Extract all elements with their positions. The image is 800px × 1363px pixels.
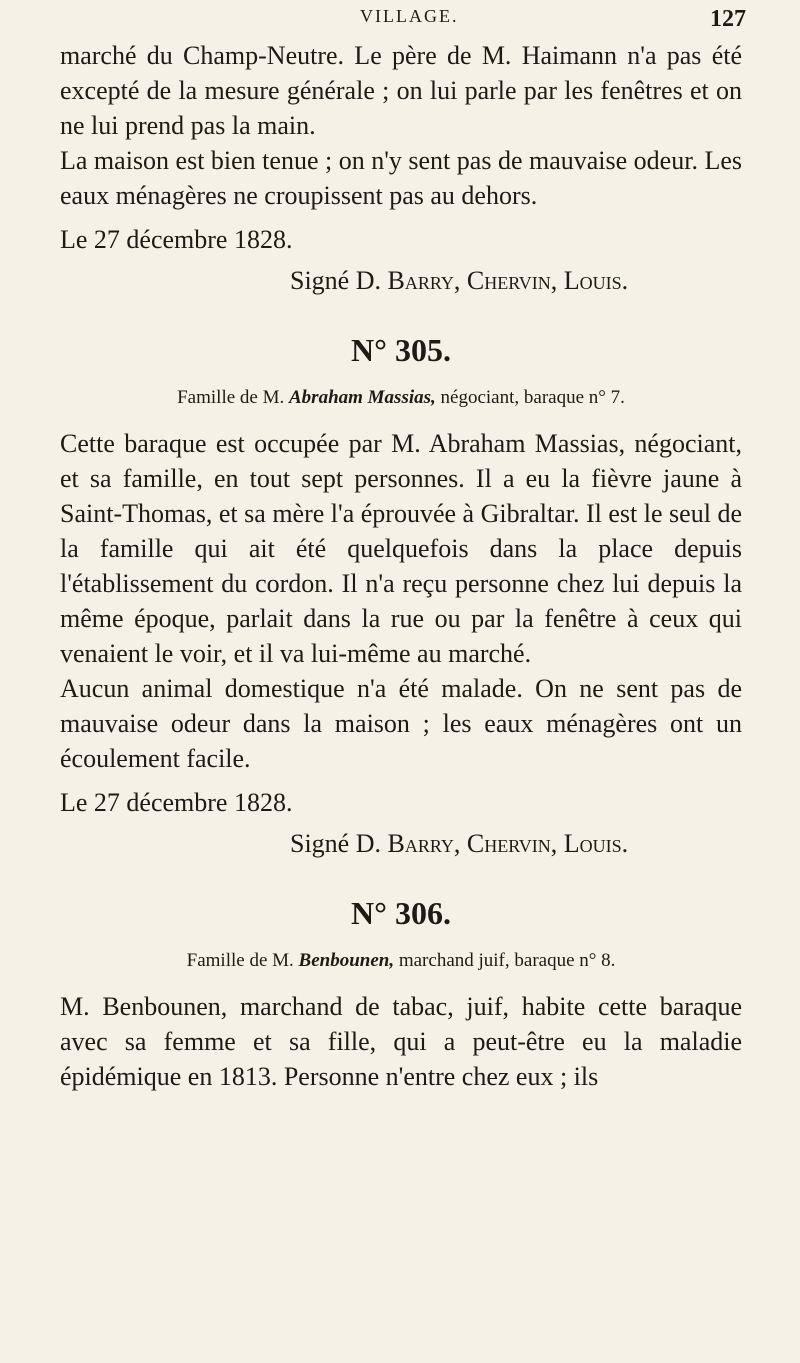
date-line: Le 27 décembre 1828. [60, 225, 293, 254]
paragraph [60, 143, 742, 213]
spacer [60, 412, 742, 426]
signature-prefix: Signé D. [290, 266, 388, 295]
paragraph: M. Benbounen, marchand de tabac, juif, habite cette baraque avec sa femme et sa fille, qui a peut-être eu la maladie épidémique en 1813. Personne n'entre chez eux ; ils [60, 992, 742, 1091]
signature-names: Barry, Chervin, Louis. [387, 829, 629, 858]
family-suffix: marchand juif, baraque n° 8. [394, 950, 616, 971]
signature-names: Barry, Chervin, Louis. [387, 266, 629, 295]
family-suffix: négociant, baraque n° 7. [435, 387, 625, 408]
family-line [60, 384, 742, 412]
running-title: VILLAGE. [360, 6, 459, 26]
signature-line [60, 826, 742, 861]
paragraph: Aucun animal domestique n'a été malade. On ne sent pas de mauvaise odeur dans la maison ; les eaux ménagères ont un écoulement facile. [60, 674, 742, 773]
family-name: Abraham Massias, [289, 387, 436, 408]
running-head [0, 6, 800, 34]
signature-line [60, 263, 742, 298]
paragraph-text: La maison est bien tenue ; on n'y sent pas de mauvaise odeur. Les eaux ménagères ne croupissent pas au dehors. [60, 146, 742, 210]
page-number: 127 [710, 6, 746, 32]
paragraph: marché du Champ-Neutre. Le père de M. Haimann n'a pas été excepté de la mesure générale ; on lui parle par les fenêtres et on ne lui prend pas la main. [60, 41, 742, 140]
family-name: Benbounen, [298, 950, 395, 971]
paragraph: Cette baraque est occupée par M. Abraham Massias, négociant, et sa famille, en tout sept personnes. Il a eu la fièvre jaune à Saint-Thomas, et sa mère l'a éprouvée à Gibraltar. Il est le seul de la famille qui ait été quelquefois dans la place depuis l'établissement du cordon. Il n'a reçu personne chez lui depuis la même époque, parlait dans la rue ou par la fenêtre à ceux qui venaient le voir, et il va lui-même au marché. [60, 429, 742, 668]
entry-number: N° 305. [351, 332, 451, 368]
spacer [60, 975, 742, 989]
entry-number: N° 306. [351, 895, 451, 931]
date-line: Le 27 décembre 1828. [60, 788, 293, 817]
family-prefix: Famille de M. [186, 950, 299, 971]
signature-prefix: Signé D. [290, 829, 388, 858]
family-line [60, 947, 742, 975]
body-text [60, 38, 742, 1094]
family-prefix: Famille de M. [177, 387, 289, 408]
